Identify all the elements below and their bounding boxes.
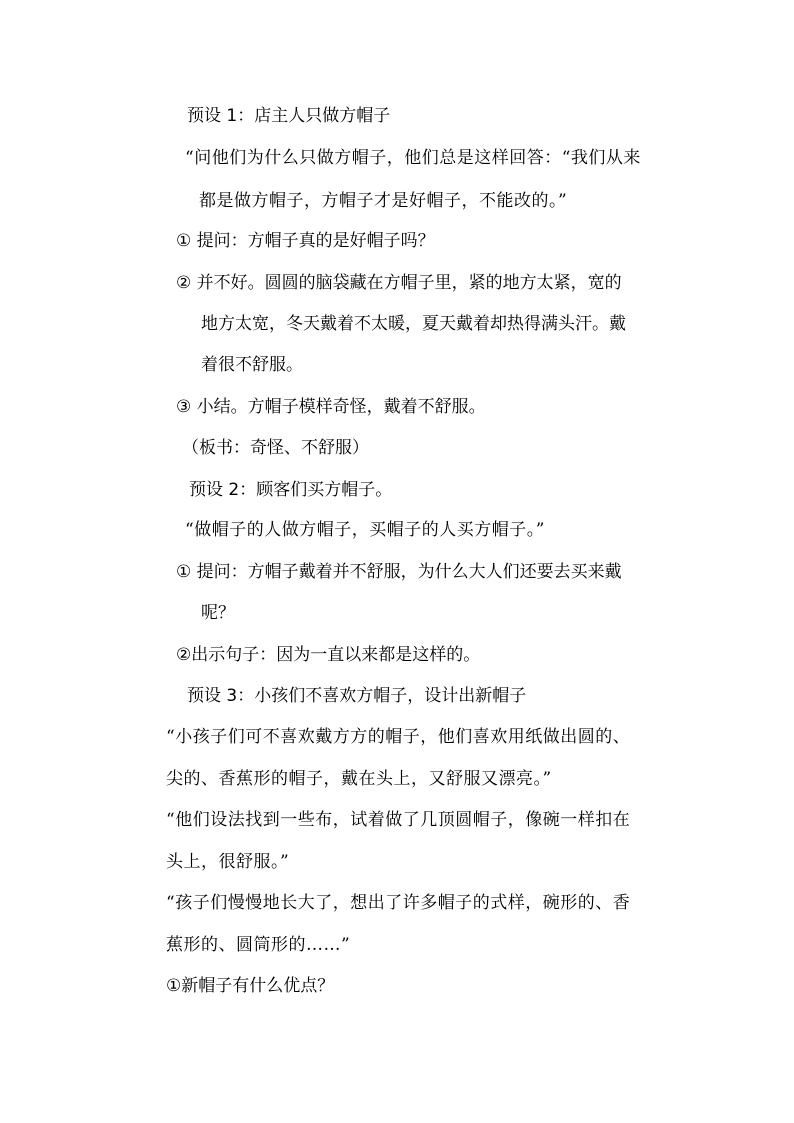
quote-line: “他们设法找到一些布，试着做了几顶圆帽子，像碗一样扣在 — [166, 810, 631, 830]
quote-line: 都是做方帽子，方帽子才是好帽子，不能改的。” — [199, 191, 568, 211]
list-item: ② 并不好。圆圆的脑袋藏在方帽子里，紧的地方太紧，宽的 — [176, 273, 622, 293]
quote-line: “小孩子们可不喜欢戴方方的帽子，他们喜欢用纸做出圆的、 — [166, 727, 631, 747]
board-note: （板书：奇怪、不舒服） — [182, 438, 369, 458]
preset-2-heading: 预设 2：顾客们买方帽子。 — [189, 480, 393, 500]
quote-line: 蕉形的、圆筒形的……” — [166, 935, 351, 955]
list-item: ① 提问：方帽子真的是好帽子吗？ — [176, 231, 435, 251]
quote-line: “做帽子的人做方帽子，买帽子的人买方帽子。” — [185, 520, 545, 540]
quote-line: “孩子们慢慢地长大了，想出了许多帽子的式样，碗形的、香 — [166, 893, 631, 913]
quote-line: 头上，很舒服。” — [166, 852, 290, 872]
preset-3-heading: 预设 3：小孩们不喜欢方帽子，设计出新帽子 — [187, 686, 527, 706]
list-item: ① 提问：方帽子戴着并不舒服，为什么大人们还要去买来戴 — [176, 562, 622, 582]
list-item: ①新帽子有什么优点？ — [166, 976, 335, 996]
list-item-continuation: 地方太宽，冬天戴着不太暖，夏天戴着却热得满头汗。戴 — [201, 314, 626, 334]
list-item: ③ 小结。方帽子模样奇怪，戴着不舒服。 — [176, 397, 486, 417]
list-item: ②出示句子：因为一直以来都是这样的。 — [176, 645, 481, 665]
quote-line: 尖的、香蕉形的帽子，戴在头上，又舒服又漂亮。” — [166, 769, 552, 789]
quote-line: “问他们为什么只做方帽子，他们总是这样回答：“我们从来 — [185, 148, 641, 168]
list-item-continuation: 着很不舒服。 — [201, 355, 303, 375]
preset-1-heading: 预设 1：店主人只做方帽子 — [187, 106, 391, 126]
list-item-continuation: 呢？ — [201, 603, 235, 623]
